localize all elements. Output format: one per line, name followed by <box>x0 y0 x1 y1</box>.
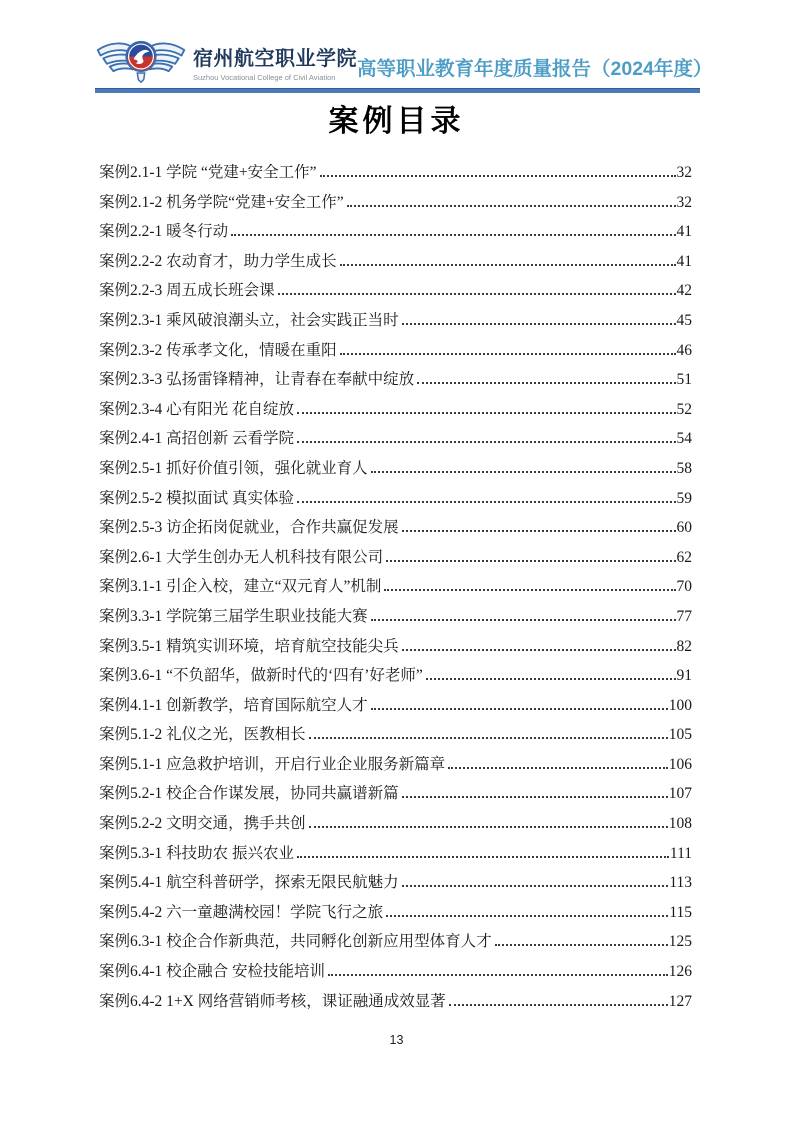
toc-entry-page: 59 <box>676 489 692 507</box>
toc-entry-page: 45 <box>676 311 692 329</box>
toc-entry-label: 案例2.2-3 周五成长班会课 <box>99 282 275 300</box>
toc-entry-label: 案例2.2-2 农动育才，助力学生成长 <box>99 252 337 270</box>
toc-leader-dots <box>340 264 676 266</box>
toc-entry-label: 案例2.3-2 传承孝文化，情暖在重阳 <box>99 341 337 359</box>
toc-entry-label: 案例5.3-1 科技助农 振兴农业 <box>99 844 295 862</box>
toc-leader-dots <box>340 353 676 355</box>
toc-entry-label: 案例6.4-1 校企融合 安检技能培训 <box>99 963 326 981</box>
toc-leader-dots <box>309 826 668 828</box>
toc-entry-page: 32 <box>676 164 692 181</box>
toc-entry-page: 32 <box>676 193 692 211</box>
toc-entry-page: 108 <box>668 815 692 833</box>
toc-leader-dots <box>386 915 668 917</box>
toc-entry <box>99 811 692 841</box>
toc-entry-label: 案例5.1-2 礼仪之光，医教相长 <box>99 726 306 744</box>
college-name-block <box>193 42 357 82</box>
toc-entry-page: 111 <box>669 844 692 862</box>
toc-leader-dots <box>371 708 668 710</box>
college-name-zh: 宿州航空职业学院 <box>193 48 357 70</box>
toc-entry-label: 案例3.1-1 引企入校，建立“双元育人”机制 <box>99 578 382 596</box>
toc-entry-label: 案例2.5-3 访企拓岗促就业，合作共赢促发展 <box>99 519 399 537</box>
toc-leader-dots <box>402 649 676 651</box>
toc-entry <box>99 929 692 959</box>
toc-entry <box>99 338 692 368</box>
toc-entry-page: 100 <box>668 696 692 714</box>
toc-entry <box>99 456 692 486</box>
toc-entry-page: 41 <box>676 223 692 241</box>
toc-list <box>99 160 692 1018</box>
toc-entry <box>99 663 692 693</box>
toc-entry-label: 案例4.1-1 创新教学，培育国际航空人才 <box>99 696 368 714</box>
toc-entry-label: 案例5.2-1 校企合作谋发展，协同共赢谱新篇 <box>99 785 399 803</box>
toc-entry <box>99 367 692 397</box>
toc-entry-label: 案例5.2-2 文明交通，携手共创 <box>99 815 306 833</box>
toc-entry-page: 126 <box>668 963 692 981</box>
toc-entry <box>99 515 692 545</box>
toc-entry-page: 106 <box>668 755 692 773</box>
toc-leader-dots <box>402 796 668 798</box>
toc-entry-label: 案例2.3-4 心有阳光 花自绽放 <box>99 400 295 418</box>
toc-entry-page: 82 <box>676 637 692 655</box>
toc-leader-dots <box>297 501 675 503</box>
toc-leader-dots <box>384 589 675 591</box>
toc-entry-label: 案例3.6-1 “不负韶华，做新时代的‘四有’好老师” <box>99 667 423 685</box>
toc-entry <box>99 190 692 220</box>
toc-entry-label: 案例5.1-1 应急救护培训，开启行业企业服务新篇章 <box>99 755 446 773</box>
toc-entry-label: 案例2.3-3 弘扬雷锋精神，让青春在奉献中绽放 <box>99 371 415 389</box>
toc-leader-dots <box>231 234 675 236</box>
toc-leader-dots <box>426 678 676 680</box>
report-title: 高等职业教育年度质量报告（2024年度） <box>357 58 713 80</box>
toc-entry-page: 46 <box>676 341 692 359</box>
toc-entry <box>99 781 692 811</box>
toc-leader-dots <box>449 1004 668 1006</box>
toc-entry-page: 127 <box>668 992 692 1010</box>
college-name-en: Suzhou Vocational College of Civil Aviation <box>193 73 336 82</box>
toc-entry-page: 62 <box>676 548 692 566</box>
toc-entry-page: 125 <box>668 933 692 951</box>
toc-entry-label: 案例2.3-1 乘风破浪潮头立，社会实践正当时 <box>99 311 399 329</box>
toc-entry <box>99 693 692 723</box>
toc-entry-page: 52 <box>676 400 692 418</box>
toc-entry <box>99 278 692 308</box>
toc-entry-label: 案例5.4-1 航空科普研学，探索无限民航魅力 <box>99 874 399 892</box>
toc-entry-page: 58 <box>676 459 692 477</box>
toc-entry-label: 案例2.1-2 机务学院“党建+安全工作” <box>99 193 344 211</box>
toc-entry-label: 案例6.4-2 1+X 网络营销师考核，课证融通成效显著 <box>99 992 446 1010</box>
toc-entry <box>99 604 692 634</box>
page-number: 13 <box>389 1033 404 1047</box>
toc-entry-label: 案例6.3-1 校企合作新典范，共同孵化创新应用型体育人才 <box>99 933 492 951</box>
toc-leader-dots <box>278 293 676 295</box>
toc-entry-label: 案例2.2-1 暖冬行动 <box>99 223 229 241</box>
toc-entry-label: 案例2.6-1 大学生创办无人机科技有限公司 <box>99 548 384 566</box>
toc-entry-page: 105 <box>668 726 692 744</box>
toc-leader-dots <box>402 530 676 532</box>
toc-leader-dots <box>417 382 675 384</box>
toc-leader-dots <box>448 767 668 769</box>
toc-leader-dots <box>402 885 669 887</box>
toc-entry <box>99 634 692 664</box>
toc-entry <box>99 545 692 575</box>
toc-entry <box>99 841 692 871</box>
header-divider-rule <box>95 88 700 93</box>
toc-entry <box>99 989 692 1019</box>
toc-entry <box>99 722 692 752</box>
toc-leader-dots <box>297 856 669 858</box>
toc-entry-label: 案例2.1-1 学院 “党建+安全工作” <box>99 164 317 181</box>
toc-entry <box>99 900 692 930</box>
toc-entry <box>99 426 692 456</box>
toc-leader-dots <box>328 974 668 976</box>
toc-entry-page: 54 <box>676 430 692 448</box>
page-footer <box>0 1033 793 1047</box>
college-logo-icon <box>95 34 187 90</box>
toc-entry <box>99 959 692 989</box>
toc-leader-dots <box>371 619 676 621</box>
toc-entry <box>99 397 692 427</box>
toc-leader-dots <box>495 944 668 946</box>
toc-entry <box>99 752 692 782</box>
toc-entry-page: 41 <box>676 252 692 270</box>
toc-entry-page: 60 <box>676 519 692 537</box>
toc-leader-dots <box>402 323 676 325</box>
toc-entry-page: 107 <box>668 785 692 803</box>
toc-entry <box>99 249 692 279</box>
toc-entry <box>99 574 692 604</box>
toc-leader-dots <box>297 441 675 443</box>
toc-entry-page: 113 <box>669 874 692 892</box>
toc-entry <box>99 486 692 516</box>
toc-entry-page: 77 <box>676 607 692 625</box>
toc-entry-label: 案例2.5-2 模拟面试 真实体验 <box>99 489 295 507</box>
toc-entry-label: 案例5.4-2 六一童趣满校园！学院飞行之旅 <box>99 903 384 921</box>
toc-entry-page: 91 <box>676 667 692 685</box>
toc-entry <box>99 160 692 190</box>
toc-entry-label: 案例3.5-1 精筑实训环境，培育航空技能尖兵 <box>99 637 399 655</box>
toc-leader-dots <box>347 205 676 207</box>
toc-entry <box>99 870 692 900</box>
toc-leader-dots <box>297 412 675 414</box>
toc-leader-dots <box>371 471 676 473</box>
toc-entry-page: 70 <box>676 578 692 596</box>
toc-entry-page: 51 <box>676 371 692 389</box>
toc-entry-label: 案例2.4-1 高招创新 云看学院 <box>99 430 295 448</box>
toc-leader-dots <box>386 560 675 562</box>
toc-leader-dots <box>320 175 676 177</box>
toc-entry-page: 42 <box>676 282 692 300</box>
toc-entry-label: 案例3.3-1 学院第三届学生职业技能大赛 <box>99 607 368 625</box>
toc-entry-label: 案例2.5-1 抓好价值引领，强化就业育人 <box>99 459 368 477</box>
toc-leader-dots <box>309 737 668 739</box>
page-title: 案例目录 <box>328 105 465 138</box>
page-header <box>95 34 713 90</box>
toc-entry-page: 115 <box>669 903 692 921</box>
toc-entry <box>99 219 692 249</box>
toc-entry <box>99 308 692 338</box>
